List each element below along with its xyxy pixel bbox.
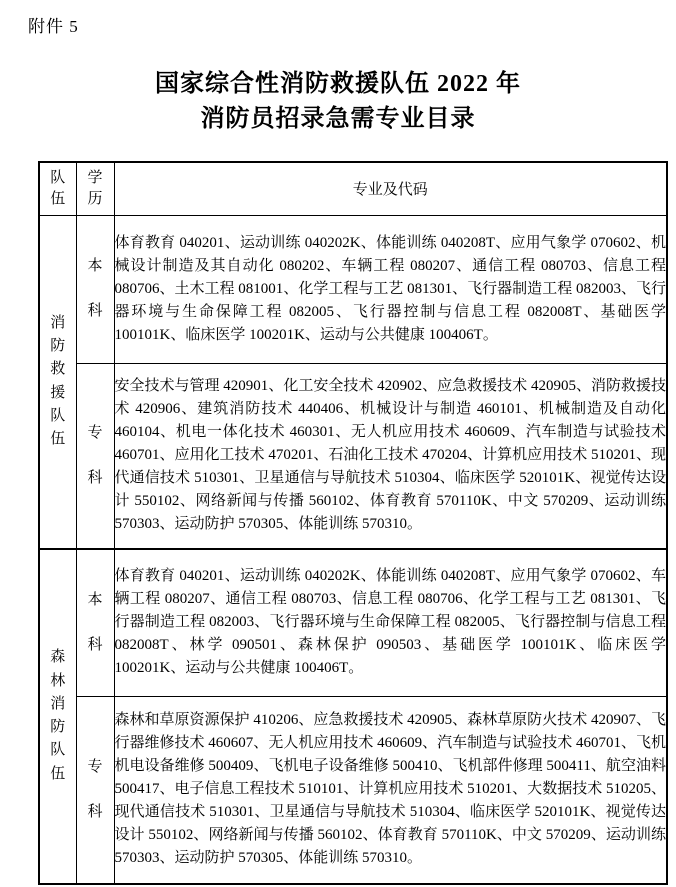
- team-cell-fire-rescue: [39, 215, 76, 549]
- column-header-team-label: 队伍: [50, 169, 66, 207]
- team-cell-forest-fire: [39, 549, 76, 884]
- team-name-fire-rescue: 消防救援队伍: [50, 314, 66, 448]
- education-cell-undergraduate: [76, 549, 114, 697]
- majors-cell: [114, 696, 667, 884]
- column-header-majors-label: 专业及代码: [352, 182, 428, 199]
- attachment-label: 附件 5: [28, 17, 79, 36]
- majors-cell: [114, 363, 667, 549]
- table-row-forest-fire-undergraduate: [39, 549, 667, 697]
- majors-table: [38, 161, 668, 885]
- majors-text: 安全技术与管理 420901、化工安全技术 420902、应急救援技术 420905、消防救援技术 420906、建筑消防技术 440406、机械设计与制造 460101、机械制造及自动化 460104、机电一体化技术 460301、无人机应用技术 460609、汽车制造与试验技术 460701、应用化工技术 470201、石油化工技术 470204、计算机应用技术 510201、现代通信技术 510301、卫星通信与导航技术 510304、临床医学 520101K、视觉传达设计 550102、网络新闻与传播 560102、体育教育 570110K、中文 570209、运动训练 570303、运动防护 570305、体能训练 570310。: [114, 378, 666, 533]
- majors-text: 森林和草原资源保护 410206、应急救援技术 420905、森林草原防火技术 420907、飞行器维修技术 460607、无人机应用技术 460609、汽车制造与试验技术 460701、飞机机电设备维修 500409、飞机电子设备维修 500410、飞机部件修理 500411、航空油料 500417、电子信息工程技术 510101、计算机应用技术 510201、大数据技术 510205、现代通信技术 510301、卫星通信与导航技术 510304、临床医学 520101K、视觉传达设计 550102、网络新闻与传播 560102、体育教育 570110K、中文 570209、运动训练 570303、运动防护 570305、体能训练 570310。: [114, 712, 666, 867]
- education-cell-junior-college: [76, 696, 114, 884]
- column-header-team: [39, 162, 76, 216]
- column-header-education-label: 学历: [87, 169, 103, 207]
- table-row-fire-rescue-junior-college: [39, 363, 667, 549]
- table-row-fire-rescue-undergraduate: [39, 215, 667, 363]
- education-label: 本科: [87, 591, 103, 653]
- team-name-forest-fire: 森林消防队伍: [50, 649, 66, 782]
- table-row-forest-fire-junior-college: [39, 696, 667, 884]
- education-label: 专科: [87, 424, 103, 486]
- majors-text: 体育教育 040201、运动训练 040202K、体能训练 040208T、应用气象学 070602、机械设计制造及其自动化 080202、车辆工程 080207、通信工程 080703、信息工程 080706、土木工程 081001、化学工程与工艺 081301、飞行器制造工程 082003、飞行器环境与生命保障工程 082005、飞行器控制与信息工程 082008T、基础医学 100101K、临床医学 100201K、运动与公共健康 100406T。: [114, 234, 666, 343]
- majors-text: 体育教育 040201、运动训练 040202K、体能训练 040208T、应用气象学 070602、车辆工程 080207、通信工程 080703、信息工程 080706、化学工程与工艺 081301、飞行器制造工程 082003、飞行器环境与生命保障工程 082005、飞行器控制与信息工程 082008T、林学 090501、森林保护 090503、基础医学 100101K、临床医学 100201K、运动与公共健康 100406T。: [114, 568, 666, 677]
- column-header-education: [76, 162, 114, 216]
- table-header-row: [39, 162, 667, 216]
- education-label: 专科: [87, 758, 103, 820]
- education-cell-undergraduate: [76, 215, 114, 363]
- page-title-line1: 国家综合性消防救援队伍 2022 年: [155, 71, 521, 97]
- page-title-line2: 消防员招录急需专业目录: [200, 105, 476, 132]
- education-cell-junior-college: [76, 363, 114, 549]
- majors-cell: [114, 549, 667, 697]
- page-title: [0, 67, 676, 137]
- education-label: 本科: [87, 258, 103, 320]
- column-header-majors: [114, 162, 667, 216]
- majors-cell: [114, 215, 667, 363]
